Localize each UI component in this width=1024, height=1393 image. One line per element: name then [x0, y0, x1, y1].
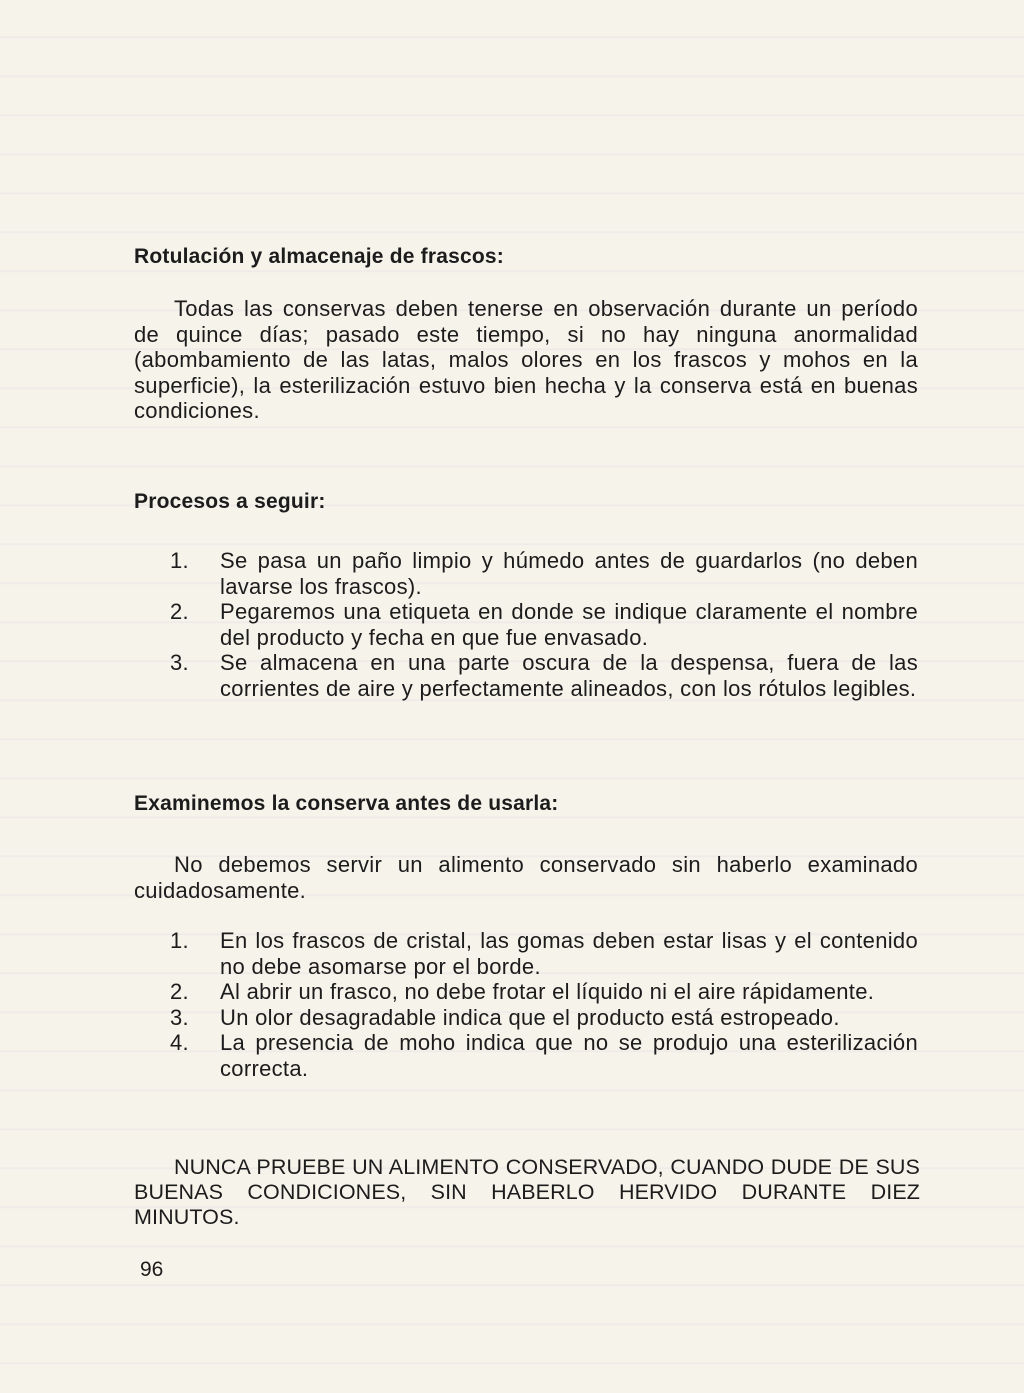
list-item [134, 650, 918, 701]
list-item [134, 1030, 918, 1081]
list-item-text: En los frascos de cristal, las gomas deben estar lisas y el contenido no debe asomarse por el borde. [220, 928, 918, 979]
list-item-text: Se almacena en una parte oscura de la despensa, fuera de las corrientes de aire y perfectamente alineados, con los rótulos legibles. [220, 650, 918, 701]
list-item [134, 548, 918, 599]
list-item-number: 4. [170, 1030, 189, 1055]
section-title-examinemos: Examinemos la conserva antes de usarla: [134, 792, 559, 815]
list-item-text: Pegaremos una etiqueta en donde se indique claramente el nombre del producto y fecha en que fue envasado. [220, 599, 918, 650]
section-title-rotulacion: Rotulación y almacenaje de frascos: [134, 245, 504, 268]
list-procesos [134, 548, 918, 701]
list-item [134, 979, 918, 1005]
list-examinemos [134, 928, 918, 1081]
list-item-text: La presencia de moho indica que no se produjo una esterilización correcta. [220, 1030, 918, 1081]
list-item-text: Se pasa un paño limpio y húmedo antes de guardarlos (no deben lavarse los frascos). [220, 548, 918, 599]
warning-text: NUNCA PRUEBE UN ALIMENTO CONSERVADO, CUANDO DUDE DE SUS BUENAS CONDICIONES, SIN HABERLO HERVIDO DURANTE DIEZ MINUTOS. [134, 1155, 920, 1229]
page-number: 96 [140, 1258, 164, 1281]
list-item-number: 1. [170, 928, 189, 953]
list-item [134, 599, 918, 650]
list-item-number: 3. [170, 650, 189, 675]
paragraph-examinemos: No debemos servir un alimento conservado sin haberlo examinado cuidadosamente. [134, 852, 918, 903]
list-item-number: 1. [170, 548, 189, 573]
list-item [134, 1005, 918, 1031]
list-item-number: 2. [170, 599, 189, 624]
list-item-number: 2. [170, 979, 189, 1004]
paragraph-rotulacion: Todas las conservas deben tenerse en observación durante un período de quince días; pasado este tiempo, si no hay ninguna anormalidad (abombamiento de las latas, malos olores en los frascos y mohos en la superficie), la esterilización estuvo bien hecha y la conserva está en buenas condiciones. [134, 296, 918, 423]
list-item-text: Un olor desagradable indica que el producto está estropeado. [220, 1004, 840, 1030]
list-item-text: Al abrir un frasco, no debe frotar el líquido ni el aire rápidamente. [220, 979, 875, 1004]
list-item-number: 3. [170, 1004, 189, 1030]
section-title-procesos: Procesos a seguir: [134, 490, 326, 513]
list-item [134, 928, 918, 979]
